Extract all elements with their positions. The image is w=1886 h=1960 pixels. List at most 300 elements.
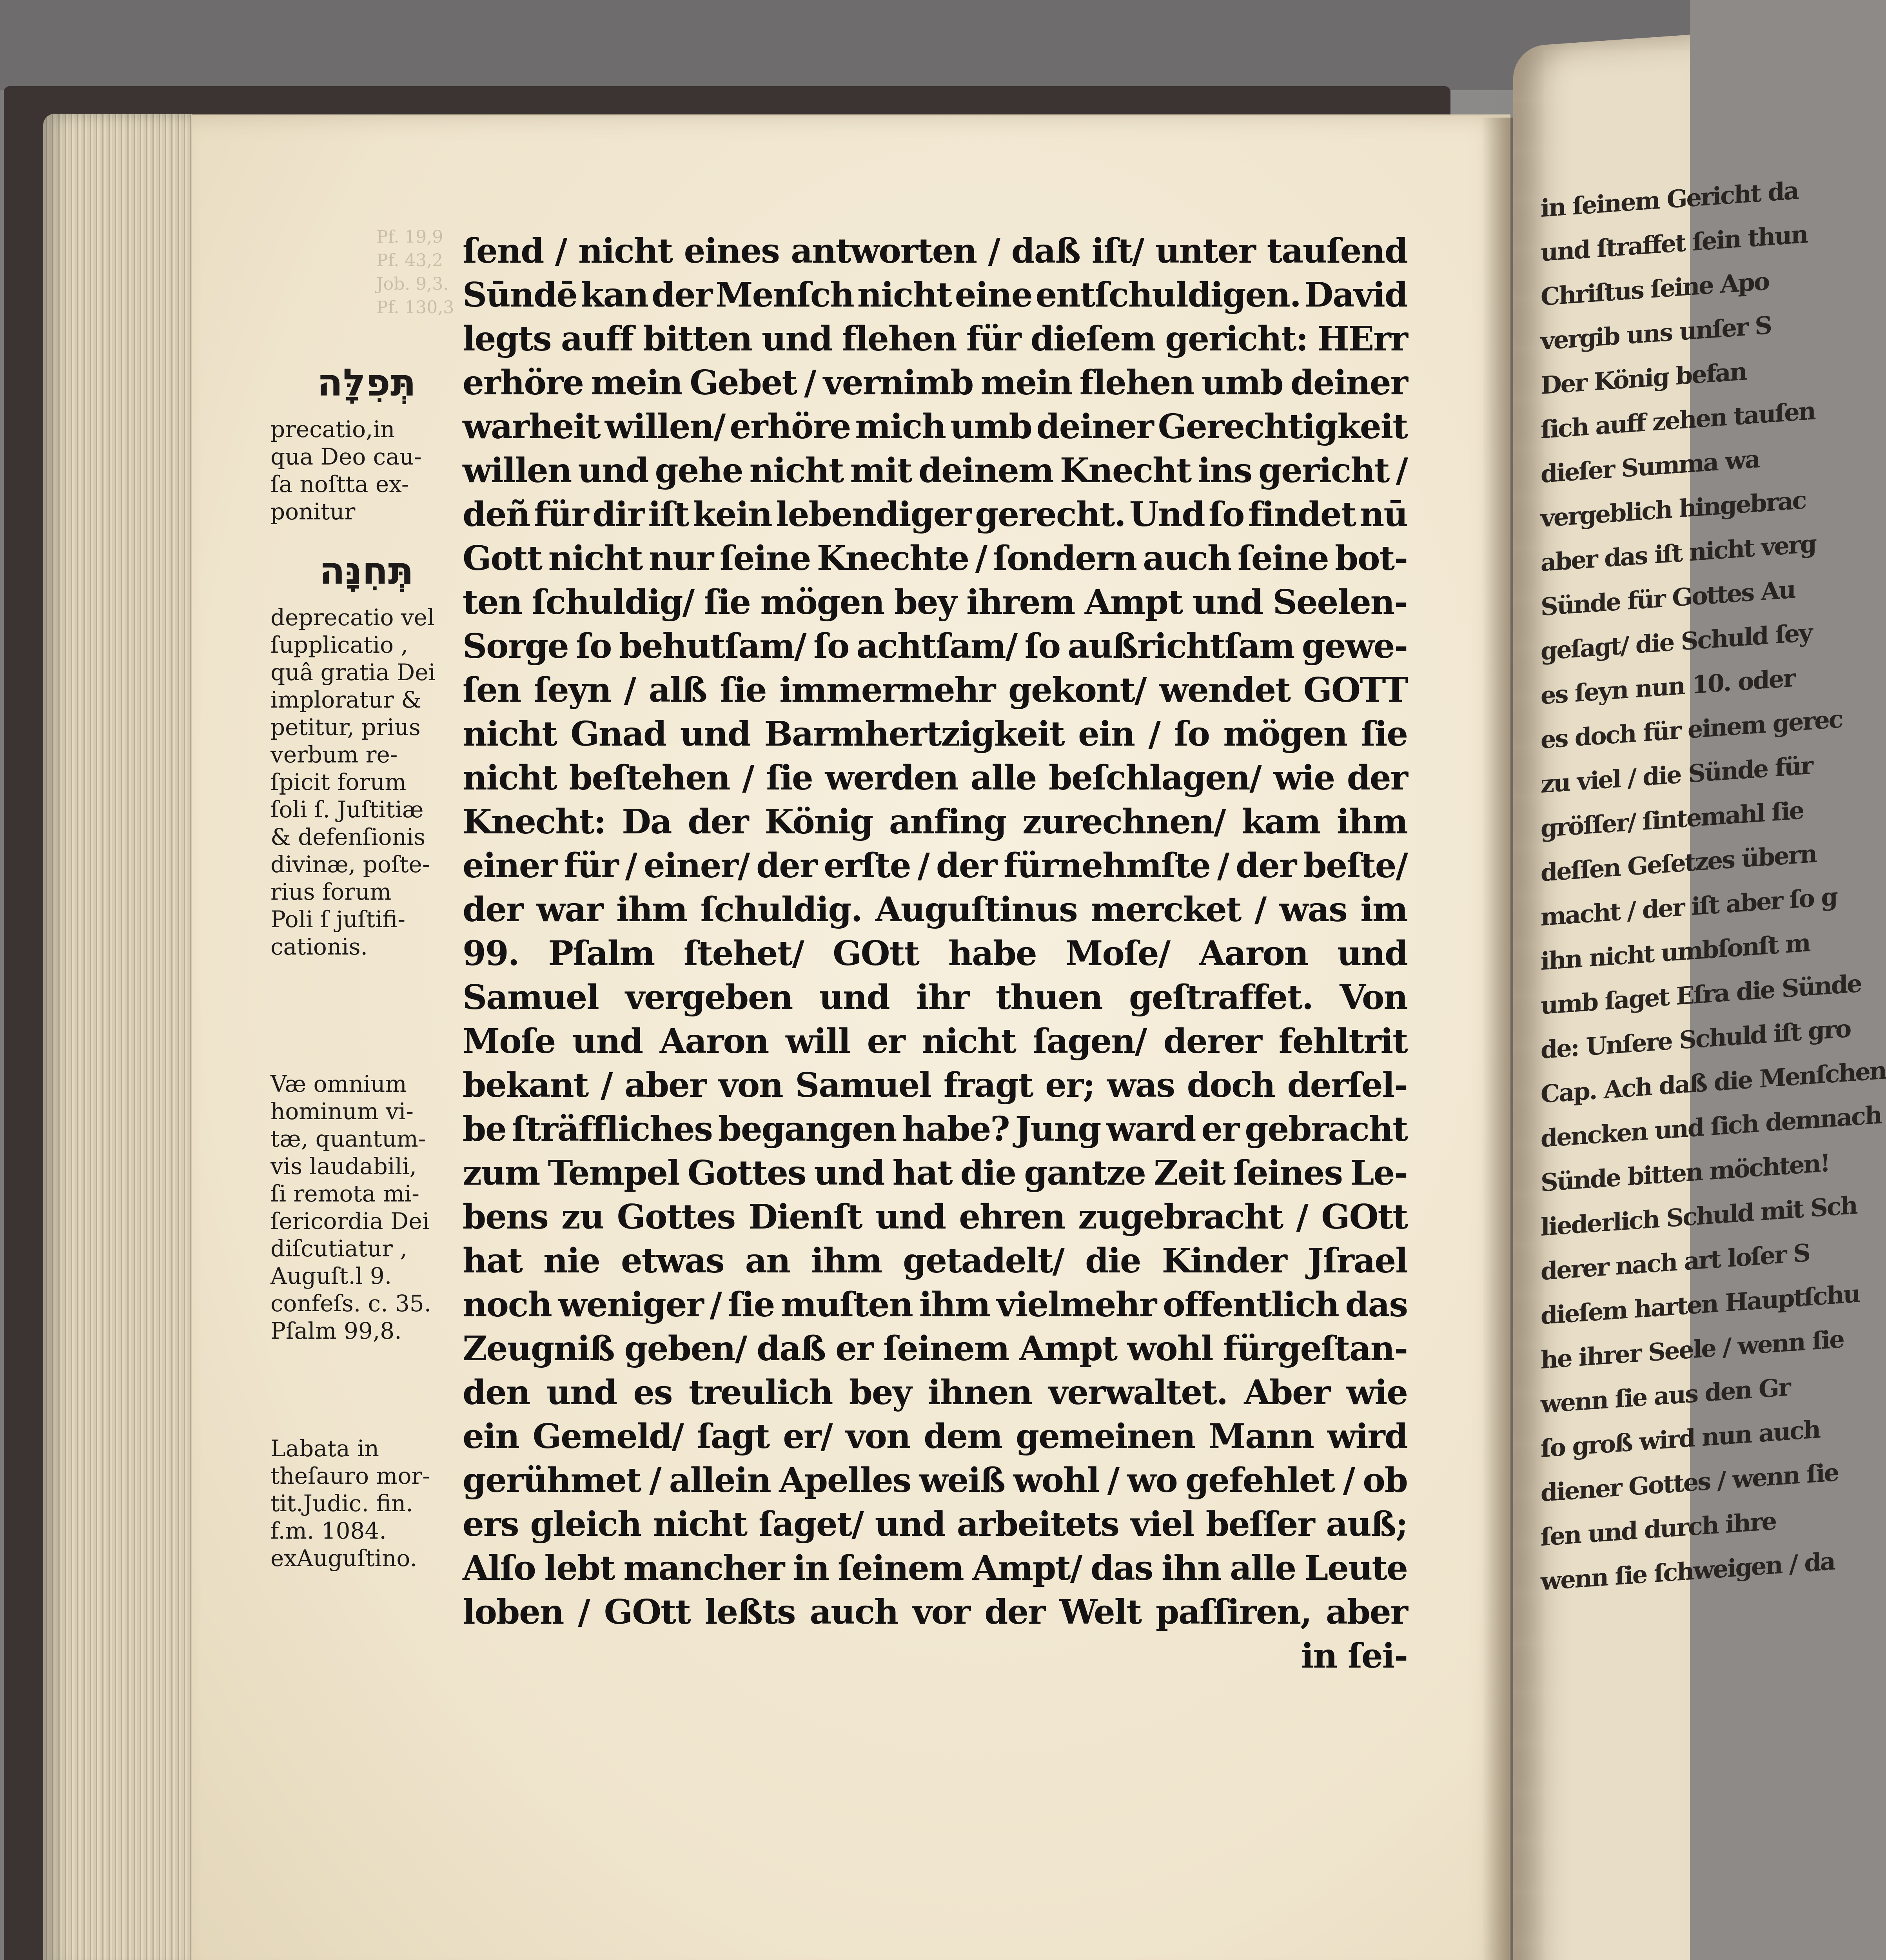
word: fehltrit <box>1278 1022 1407 1061</box>
note-line: ſoli ſ. Juſtitiæ <box>270 796 424 823</box>
word: mögen <box>1223 714 1347 754</box>
word: Menſch <box>715 275 854 315</box>
word: habe <box>948 934 1036 973</box>
word: von <box>846 1417 910 1456</box>
word: will <box>785 1022 850 1061</box>
word: Welt <box>1059 1592 1142 1632</box>
word: und <box>546 1373 617 1412</box>
word: gerecht. <box>975 495 1125 534</box>
word: deiner <box>1290 363 1407 403</box>
word: Leute <box>1304 1548 1407 1588</box>
text-line <box>463 1592 1407 1636</box>
word: König <box>764 802 873 842</box>
word: muſten <box>781 1285 913 1325</box>
word: ten <box>463 583 522 622</box>
word: / <box>555 231 567 271</box>
word: der <box>756 846 817 886</box>
word: ihm <box>616 890 687 929</box>
catchword-text: in ſei- <box>1301 1636 1407 1676</box>
word: ſo <box>1024 626 1060 666</box>
word: warheit <box>463 407 600 446</box>
word: fürnehmſte <box>1003 846 1210 886</box>
word: GOtt <box>1321 1197 1407 1237</box>
word: Ampt <box>1019 1329 1117 1368</box>
word: ob <box>1363 1461 1407 1500</box>
word: ſträffliches <box>512 1109 712 1149</box>
word: gemeinen <box>1016 1417 1195 1456</box>
word: immermehr <box>779 670 995 710</box>
word: / <box>975 539 987 578</box>
word: ſen <box>463 670 521 710</box>
word: / <box>988 231 1000 271</box>
right-page-line: aber das iſt nicht verg <box>1541 529 1816 577</box>
margin-reference: Pf. 43,2 <box>376 250 443 270</box>
note-line: theſauro mor- <box>270 1463 430 1489</box>
word: aber <box>624 1065 706 1105</box>
word: deinem <box>918 451 1053 490</box>
word: Gottes <box>687 1153 806 1193</box>
word: bens <box>463 1197 548 1237</box>
text-line <box>463 1109 1407 1153</box>
right-page-line: wenn ſie ſchweigen / da <box>1541 1546 1835 1596</box>
word: Jſrael <box>1307 1241 1407 1281</box>
note-line: diſcutiatur , <box>270 1235 407 1262</box>
word: ſo <box>1174 714 1209 754</box>
text-line <box>463 1548 1407 1592</box>
margin-references <box>376 225 470 319</box>
right-page-line: Der König befan <box>1541 357 1746 400</box>
right-page-line: es doch für einem gerec <box>1541 704 1842 755</box>
word: GOTT <box>1303 670 1407 710</box>
word: erhöre <box>463 363 583 403</box>
word: gehe <box>655 451 743 490</box>
note-line: petitur, prius <box>270 714 421 740</box>
word: deiner <box>1036 407 1153 446</box>
word: beſte/ <box>1303 846 1407 886</box>
word: lebendiger <box>776 495 971 534</box>
word: fragt <box>943 1065 1033 1105</box>
word: ihm <box>1336 802 1407 842</box>
text-line <box>463 1241 1407 1285</box>
word: ein <box>463 1417 519 1456</box>
word: nicht <box>463 758 557 798</box>
word: nicht <box>548 539 643 578</box>
word: gefehlet <box>1185 1461 1335 1500</box>
word: dem <box>924 1417 1002 1456</box>
word: / <box>1296 1197 1308 1237</box>
word: hat <box>892 1153 952 1193</box>
word: GOtt <box>604 1592 690 1632</box>
word: thuen <box>995 978 1102 1017</box>
word: nicht <box>653 1504 747 1544</box>
word: ſeine <box>1237 539 1329 578</box>
text-line <box>463 1022 1407 1065</box>
word: ſagen/ <box>1033 1022 1147 1061</box>
text-line <box>463 758 1407 802</box>
word: Apelles <box>779 1461 911 1500</box>
word: bot- <box>1334 539 1407 578</box>
right-page-line: de: Unſere Schuld iſt gro <box>1541 1014 1851 1065</box>
right-page-line: dieſem harten Hauptſchu <box>1541 1279 1860 1330</box>
word: für <box>563 846 618 886</box>
word: getadelt/ <box>903 1241 1064 1281</box>
word: Gnad <box>570 714 666 754</box>
right-page-line: liederlich Schuld mit Sch <box>1541 1191 1857 1242</box>
word: ſo <box>813 626 849 666</box>
word: wie <box>1273 758 1335 798</box>
word: ſend <box>463 231 544 271</box>
word: auß; <box>1326 1504 1407 1544</box>
word: und <box>875 1197 946 1237</box>
word: zum <box>463 1153 540 1193</box>
word: / <box>1148 714 1160 754</box>
word: Aaron <box>659 1022 769 1061</box>
word: wie <box>1346 1373 1407 1412</box>
word: ſie <box>720 670 766 710</box>
word: ſagt <box>697 1417 770 1456</box>
right-page-line: es ſeyn nun 10. oder <box>1541 663 1795 710</box>
word: Moſe <box>463 1022 555 1061</box>
word: in <box>793 1548 829 1588</box>
right-page-line: zu viel / die Sünde für <box>1541 751 1812 799</box>
word: und <box>761 319 832 359</box>
word: nicht <box>857 275 951 315</box>
word: umb <box>950 407 1032 446</box>
note-line: ſericordia Dei <box>270 1208 430 1234</box>
word: ihn <box>1161 1548 1221 1588</box>
word: Sūndē <box>463 275 577 315</box>
word: gantze <box>1024 1153 1145 1193</box>
word: und <box>875 1504 945 1544</box>
word: ihnen <box>928 1373 1032 1412</box>
word: doch <box>1187 1065 1275 1105</box>
word: weniger <box>558 1285 703 1325</box>
word: Samuel <box>795 1065 931 1105</box>
word: achtſam/ <box>856 626 1017 666</box>
right-page-line: in ſeinem Gericht da <box>1541 176 1798 223</box>
word: die <box>960 1153 1016 1193</box>
word: Auguſtinus <box>875 890 1077 929</box>
right-page-line: wenn ſie aus den Gr <box>1541 1372 1790 1419</box>
word: ſeinem <box>838 1548 964 1588</box>
main-text-block <box>463 231 1407 1680</box>
text-line <box>463 978 1407 1022</box>
word: / <box>1343 1461 1355 1500</box>
right-page-text <box>1541 176 1886 1612</box>
word: GOtt <box>833 934 919 973</box>
word: Jung <box>1015 1109 1101 1149</box>
word: eine <box>955 275 1032 315</box>
word: nur <box>648 539 713 578</box>
word: begangen <box>718 1109 897 1149</box>
word: etwas <box>621 1241 724 1281</box>
word: es <box>633 1373 672 1412</box>
word: iſt <box>648 495 689 534</box>
word: ins <box>1198 451 1252 490</box>
word: mit <box>850 451 912 490</box>
word: erhöre <box>730 407 851 446</box>
word: ſchuldig/ <box>532 583 694 622</box>
word: im <box>1360 890 1407 929</box>
word: beſſer <box>1205 1504 1314 1544</box>
note-line: & defenſionis <box>270 824 426 850</box>
word: kein <box>693 495 772 534</box>
word: und <box>1193 583 1263 622</box>
word: ers <box>463 1504 519 1544</box>
text-line <box>463 1197 1407 1241</box>
word: ſo <box>1208 495 1244 534</box>
word: Tempel <box>548 1153 679 1193</box>
note-line: precatio,in <box>270 416 395 443</box>
word: mancher <box>623 1548 784 1588</box>
word: treulich <box>688 1373 833 1412</box>
word: ſie <box>728 1285 775 1325</box>
word: für <box>966 319 1021 359</box>
word: entſchuldigen. <box>1035 275 1301 315</box>
right-page-line: diener Gottes / wenn ſie <box>1541 1458 1839 1508</box>
note-line: Auguſt.l 9. <box>270 1263 392 1289</box>
word: Alſo <box>463 1548 535 1588</box>
word: ſtehet/ <box>683 934 804 973</box>
word: er <box>867 1022 905 1061</box>
word: einer/ <box>643 846 750 886</box>
word: gleich <box>530 1504 641 1544</box>
word: vor <box>912 1592 970 1632</box>
word: er/ <box>783 1417 832 1456</box>
word: findet <box>1248 495 1356 534</box>
top-shadow-band <box>0 0 1690 90</box>
right-page-line: und ſtraffet ſein thun <box>1541 220 1808 267</box>
word: beſchlagen/ <box>1049 758 1261 798</box>
text-line <box>463 1504 1407 1548</box>
word: dieſem <box>1030 319 1155 359</box>
word: ihr <box>916 978 969 1017</box>
word: weiß <box>919 1461 1005 1500</box>
hebrew-word-tefillah: תְּפִלָּה <box>317 361 416 405</box>
word: offentlich <box>1163 1285 1339 1325</box>
right-page-line: gröſſer/ ſintemahl ſie <box>1541 796 1804 843</box>
note-line: confeſs. c. 35. <box>270 1290 432 1317</box>
word: / <box>742 758 754 798</box>
word: Sorge <box>463 626 568 666</box>
word: Gottes <box>617 1197 735 1237</box>
word: nie <box>543 1241 600 1281</box>
margin-reference: Job. 9,3. <box>376 274 449 294</box>
hebrew-word-techinnah: תְּחִנָּה <box>319 549 414 593</box>
word: verwaltet. <box>1048 1373 1227 1412</box>
text-line <box>463 1285 1407 1329</box>
word: legts <box>463 319 551 359</box>
word: und <box>572 1022 643 1061</box>
text-line <box>463 714 1407 758</box>
right-page-line: ihn nicht umbſonſt m <box>1541 928 1810 976</box>
note-line: Labata in <box>270 1435 379 1462</box>
word: wo <box>1127 1461 1177 1500</box>
right-page-line: ſo groß wird nun auch <box>1541 1415 1820 1463</box>
word: bekant <box>463 1065 588 1105</box>
text-line <box>463 846 1407 890</box>
word: ſeyn <box>534 670 611 710</box>
word: der <box>984 1592 1045 1632</box>
note-line: Pſalm 99,8. <box>270 1318 402 1344</box>
word: willen/ <box>604 407 725 446</box>
text-line <box>463 495 1407 539</box>
word: bey <box>894 583 957 622</box>
word: für <box>534 495 588 534</box>
right-page-line: umb ſaget Eſra die Sünde <box>1541 969 1861 1020</box>
word: gerühmet <box>463 1461 641 1500</box>
word: nicht <box>463 714 557 754</box>
margin-reference: Pf. 130,3 <box>376 298 454 318</box>
word: bey <box>849 1373 911 1412</box>
note-line: ſi remota mi- <box>270 1180 419 1207</box>
word: Knechte <box>817 539 969 578</box>
word: ſo <box>576 626 612 666</box>
right-page-line: Sünde bitten möchten! <box>1541 1148 1830 1198</box>
note-line: rius forum <box>270 878 392 905</box>
word: geſtraffet. <box>1129 978 1313 1017</box>
right-page-line: Cap. Ach daß die Menſchen <box>1541 1056 1886 1109</box>
word: derſel- <box>1287 1065 1407 1105</box>
word: ſie <box>1361 714 1407 754</box>
note-line: f.m. 1084. <box>270 1517 387 1544</box>
text-line <box>463 890 1407 934</box>
word: noch <box>463 1285 552 1325</box>
word: geben/ <box>624 1329 747 1368</box>
word: mein <box>591 363 683 403</box>
text-line <box>463 539 1407 583</box>
word: / <box>601 1065 612 1105</box>
word: Gott <box>463 539 542 578</box>
word: daß <box>1011 231 1080 271</box>
word: der <box>936 846 997 886</box>
word: Da <box>622 802 672 842</box>
right-page-line: derer nach art loſer S <box>1541 1238 1810 1286</box>
word: 99. <box>463 934 519 973</box>
word: ein <box>1078 714 1135 754</box>
word: gericht: <box>1165 319 1308 359</box>
note-line: deprecatio vel <box>270 604 435 631</box>
word: was <box>1279 890 1347 929</box>
note-line: verbum re- <box>270 741 398 768</box>
word: bitten <box>643 319 752 359</box>
word: der <box>1236 846 1296 886</box>
word: war <box>536 890 603 929</box>
word: ſie <box>766 758 813 798</box>
margin-note-vae-omnium <box>270 1070 431 1345</box>
word: / <box>625 846 637 886</box>
word: auff <box>561 319 634 359</box>
word: gekont/ <box>1008 670 1146 710</box>
word: beſtehen <box>569 758 730 798</box>
text-line <box>463 451 1407 495</box>
word: wird <box>1327 1417 1407 1456</box>
margin-note-precatio <box>270 416 422 525</box>
word: ehren <box>959 1197 1065 1237</box>
word: ſchuldig. <box>700 890 862 929</box>
text-line <box>463 1153 1407 1197</box>
catchword <box>463 1636 1407 1680</box>
note-line: divinæ, poſte- <box>270 851 430 878</box>
word: alle <box>1230 1548 1296 1588</box>
note-line: tit.Judic. fin. <box>270 1490 413 1517</box>
word: mögen <box>760 583 884 622</box>
right-page-line: ſen und durch ihre <box>1541 1506 1776 1552</box>
word: ward <box>1106 1109 1196 1149</box>
word: nicht <box>578 231 672 271</box>
word: / <box>1254 890 1266 929</box>
word: / <box>624 670 636 710</box>
word: tauſend <box>1267 231 1407 271</box>
word: ihrem <box>966 583 1075 622</box>
word: / <box>649 1461 661 1500</box>
note-line: ponitur <box>270 498 356 525</box>
word: Ampt/ <box>972 1548 1082 1588</box>
word: antworten <box>791 231 977 271</box>
word: vernimb <box>823 363 973 403</box>
word: der <box>652 275 712 315</box>
word: und <box>578 451 648 490</box>
word: arbeitets <box>957 1504 1119 1544</box>
text-line <box>463 934 1407 978</box>
word: nicht <box>749 451 844 490</box>
right-page <box>1513 34 1886 1960</box>
word: dir <box>592 495 644 534</box>
right-page-line: he ihrer Seele / wenn ſie <box>1541 1325 1844 1375</box>
word: daß <box>757 1329 826 1368</box>
word: / <box>710 1285 722 1325</box>
right-page-line: deſſen Geſetzes übern <box>1541 839 1817 887</box>
word: und <box>819 978 889 1017</box>
word: nū <box>1360 495 1407 534</box>
word: zugebracht <box>1078 1197 1283 1237</box>
text-line <box>463 626 1407 670</box>
text-line <box>463 1461 1407 1504</box>
word: gebracht <box>1245 1109 1407 1149</box>
word: Gerechtigkeit <box>1158 407 1407 446</box>
text-line <box>463 583 1407 626</box>
word: Gebet <box>690 363 797 403</box>
word: der <box>463 890 523 929</box>
word: aber <box>1326 1592 1407 1632</box>
word: flehen <box>842 319 957 359</box>
word: gewe- <box>1302 626 1407 666</box>
word: was <box>1107 1065 1174 1105</box>
word: auch <box>810 1592 898 1632</box>
text-line <box>463 1065 1407 1109</box>
word: allein <box>669 1461 771 1500</box>
word: zurechnen/ <box>1022 802 1225 842</box>
right-page-line: ſich auff zehen tauſen <box>1541 396 1815 445</box>
word: mich <box>855 407 946 446</box>
word: Aaron <box>1199 934 1308 973</box>
word: mein <box>980 363 1072 403</box>
word: iſt/ <box>1091 231 1144 271</box>
word: unter <box>1155 231 1255 271</box>
word: Pſalm <box>548 934 655 973</box>
word: ſeinem <box>883 1329 1009 1368</box>
note-line: Væ omnium <box>270 1071 407 1097</box>
margin-note-deprecatio <box>270 604 436 960</box>
note-line: Poli ſ juſtifi- <box>270 906 405 933</box>
word: wohl <box>1127 1329 1213 1368</box>
word: / <box>1107 1461 1119 1500</box>
word: alß <box>648 670 707 710</box>
page-block-edge <box>43 114 192 1960</box>
word: erſte <box>824 846 911 886</box>
word: auch <box>1143 539 1231 578</box>
word: nicht <box>922 1022 1016 1061</box>
